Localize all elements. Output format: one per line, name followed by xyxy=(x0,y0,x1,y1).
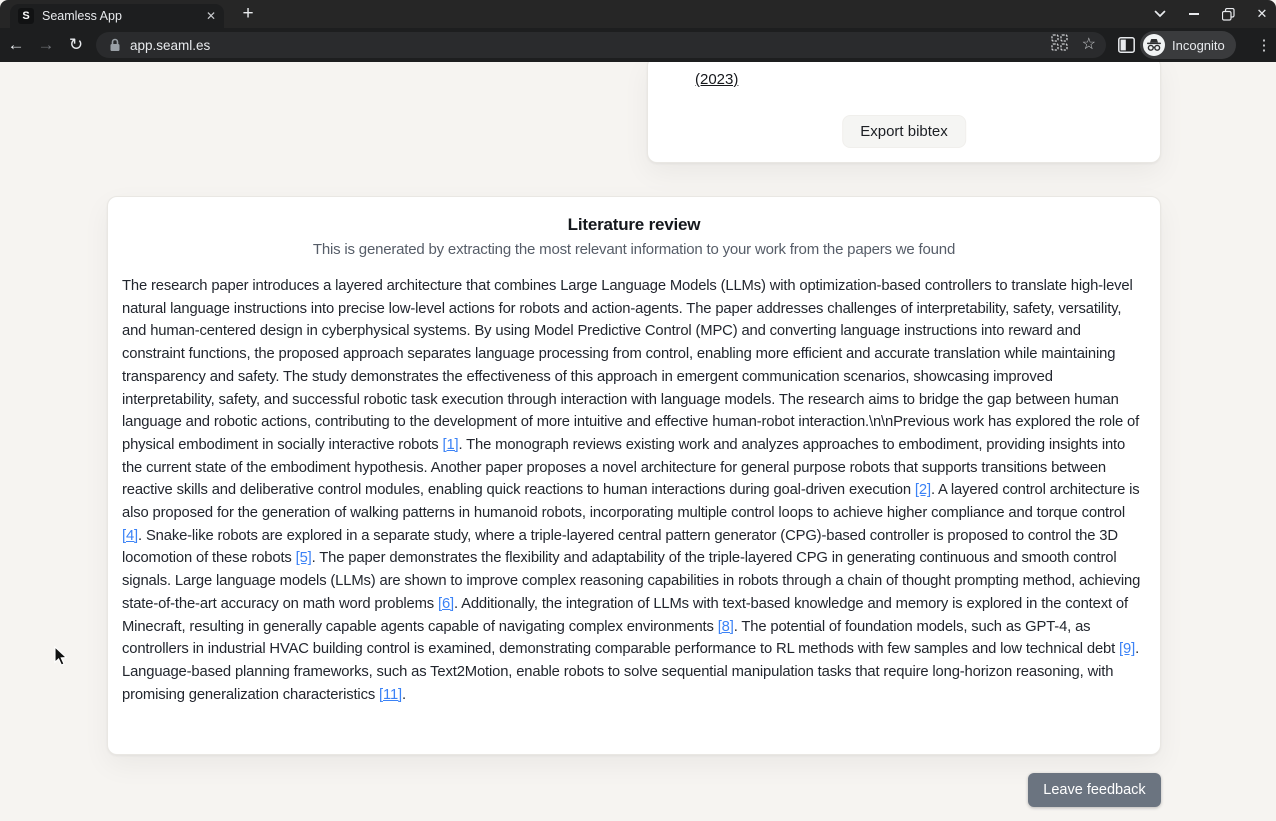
citation-link[interactable]: [6] xyxy=(438,595,455,612)
restore-icon[interactable] xyxy=(1220,6,1236,22)
apps-grid-icon[interactable] xyxy=(1051,34,1068,56)
tab-close-icon[interactable]: ✕ xyxy=(205,9,216,23)
citation-link[interactable]: [11] xyxy=(379,686,403,703)
browser-toolbar xyxy=(0,28,1276,62)
mouse-cursor xyxy=(54,646,69,667)
citation-link[interactable]: [2] xyxy=(914,482,931,499)
page-content xyxy=(0,62,1276,821)
tab-strip xyxy=(0,0,1276,28)
tab-title: Seamless App xyxy=(42,9,122,23)
citation-link[interactable]: [4] xyxy=(122,527,139,544)
reference-card xyxy=(647,62,1161,163)
leave-feedback-button[interactable]: Leave feedback xyxy=(1028,773,1161,807)
citation-year-link[interactable]: (2023) xyxy=(695,71,739,88)
forward-icon[interactable]: → xyxy=(37,35,55,54)
incognito-icon xyxy=(1143,34,1165,56)
minimize-icon[interactable] xyxy=(1186,6,1202,22)
literature-review-subtitle: This is generated by extracting the most relevant information to your work from the papers we found xyxy=(312,241,956,258)
citation-link[interactable]: [8] xyxy=(717,618,734,635)
side-panel-icon[interactable] xyxy=(1118,37,1135,58)
citation-link[interactable]: [9] xyxy=(1119,641,1136,658)
favicon-seamless: S xyxy=(18,8,34,24)
incognito-label: Incognito xyxy=(1172,37,1225,53)
literature-review-paragraph: The research paper introduces a layered architecture that combines Large Language Models (LLMs) with optimization-based controllers to translate high-level natural language instructions into precise low-level actions for robots and action-agents. The paper addresses challenges of interpretability, safety, versatility, and human-centered design in cyberphysical systems. By using Model Predictive Control (MPC) and converting language instructions into reward and constraint functions, the proposed approach separates language processing from control, enabling more efficient and accurate translation while maintaining transparency and safety. The study demonstrates the effectiveness of this approach in emergent communication scenarios, showcasing improved interpretability, safety, and successful robotic task execution through interaction with language models. The research aims to bridge the gap between human language and robotic actions, contributing to the development of more intuitive and effective human-robot interaction.\n\nPrevious work has explored the role of physical embodiment in socially interactive robots [1]. The monograph reviews existing work and analyzes approaches to embodiment, providing insights into the current state of the embodiment hypothesis. Another paper proposes a novel architecture for general purpose robots that supports transitions between reactive skills and deliberative control modules, enabling quick reactions to human interactions during goal-driven execution [2]. A layered control architecture is also proposed for the generation of walking patterns in humanoid robots, incorporating multiple control loops to achieve higher compliance and torque control [4]. Snake-like robots are explored in a separate study, where a triple-layered central pattern generator (CPG)-based controller is proposed to control the 3D locomotion of these robots [5]. The paper demonstrates the flexibility and adaptability of the triple-layered CPG in generating continuous and smooth control signals. Large language models (LLMs) are shown to improve complex reasoning capabilities in robots through a chain of thought prompting method, achieving state-of-the-art accuracy on math word problems [6]. Additionally, the integration of LLMs with text-based knowledge and memory is explored in the context of Minecraft, resulting in generally capable agents capable of navigating complex environments [8]. The potential of foundation models, such as GPT-4, as controllers in industrial HVAC building control is examined, demonstrating comparable performance to RL methods with few samples and low technical debt [9]. Language-based planning frameworks, such as Text2Motion, enable robots to solve sequential manipulation tasks that require long-horizon reasoning, with promising generalization characteristics [11]. xyxy=(122,278,1141,703)
incognito-badge xyxy=(1140,31,1236,59)
lock-icon xyxy=(109,38,121,52)
omnibox-actions xyxy=(1051,32,1096,58)
window-controls xyxy=(1152,0,1270,28)
new-tab-button[interactable]: + xyxy=(242,3,254,24)
window-close-icon[interactable]: ✕ xyxy=(1256,6,1268,21)
back-icon[interactable]: ← xyxy=(7,35,25,54)
address-bar[interactable] xyxy=(96,32,1106,58)
chevron-down-icon[interactable] xyxy=(1152,6,1168,22)
menu-kebab-icon[interactable]: ⋮ xyxy=(1256,37,1272,54)
literature-review-title: Literature review xyxy=(567,215,701,234)
export-bibtex-button[interactable]: Export bibtex xyxy=(842,115,966,148)
tab-seamless-app[interactable] xyxy=(10,4,224,28)
literature-review-card xyxy=(107,196,1161,755)
reload-icon[interactable]: ↻ xyxy=(68,35,84,54)
url-text[interactable]: app.seaml.es xyxy=(130,37,211,53)
bookmark-star-icon[interactable]: ☆ xyxy=(1081,36,1096,53)
citation-link[interactable]: [1] xyxy=(442,436,459,453)
citation-link[interactable]: [5] xyxy=(295,550,312,567)
